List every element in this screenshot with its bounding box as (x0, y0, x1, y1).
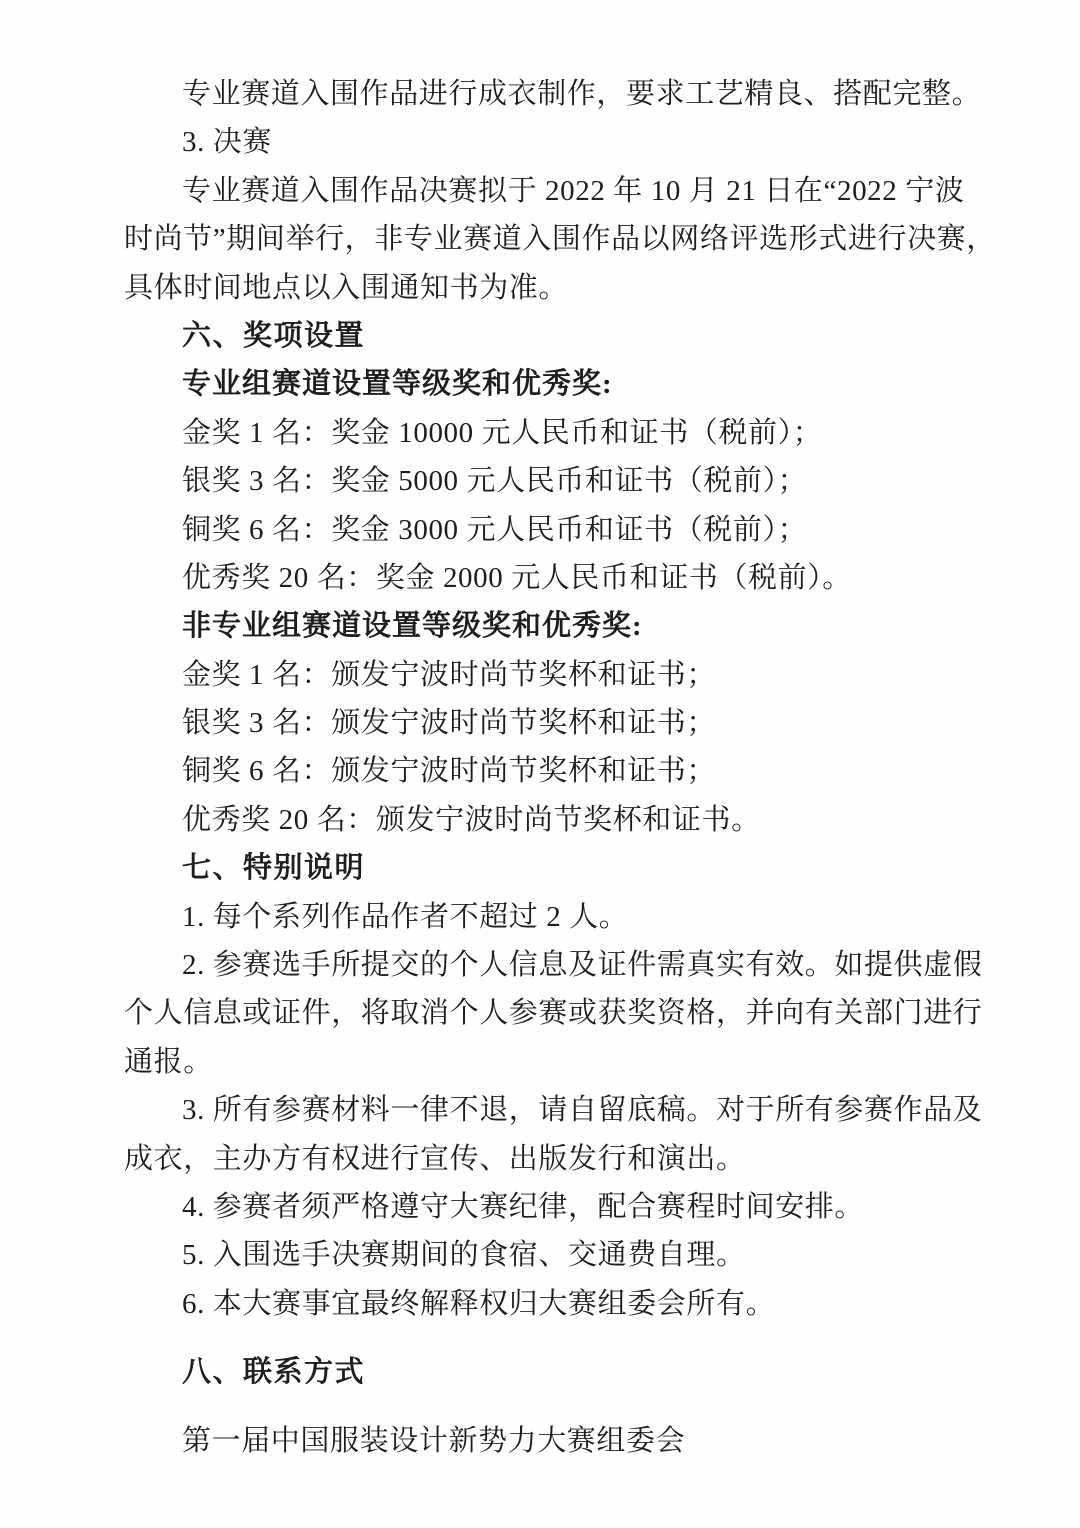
note-item-5: 5. 入围选手决赛期间的食宿、交通费自理。 (182, 1239, 746, 1272)
award-item-excellence-nonprofessional: 优秀奖 20 名：颁发宁波时尚节奖杯和证书。 (182, 803, 761, 836)
para-final-round-line-2: 时尚节”期间举行，非专业赛道入围作品以网络评选形式进行决赛， (124, 223, 996, 256)
award-item-gold-nonprofessional: 金奖 1 名：颁发宁波时尚节奖杯和证书； (182, 658, 717, 691)
award-item-silver-professional: 银奖 3 名：奖金 5000 元人民币和证书（税前）； (182, 465, 808, 498)
note-item-4: 4. 参赛者须严格遵守大赛纪律，配合赛程时间安排。 (182, 1190, 865, 1223)
para-garment-production: 专业赛道入围作品进行成衣制作，要求工艺精良、搭配完整。 (182, 78, 982, 110)
note-item-2-line-2: 个人信息或证件，将取消个人参赛或获奖资格，并向有关部门进行 (124, 997, 983, 1030)
note-item-2-line-1: 2. 参赛选手所提交的个人信息及证件需真实有效。如提供虚假 (182, 949, 983, 982)
para-final-round-line-1: 专业赛道入围作品决赛拟于 2022 年 10 月 21 日在“2022 宁波 (182, 174, 965, 207)
subheading-nonprofessional-awards: 非专业组赛道设置等级奖和优秀奖: (182, 610, 643, 643)
para-organizing-committee: 第一届中国服装设计新势力大赛组委会 (182, 1424, 686, 1457)
note-item-3-line-1: 3. 所有参赛材料一律不退，请自留底稿。对于所有参赛作品及 (182, 1094, 983, 1127)
para-final-round-line-3: 具体时间地点以入围通知书为准。 (124, 271, 569, 304)
note-item-3-line-2: 成衣，主办方有权进行宣传、出版发行和演出。 (124, 1142, 746, 1175)
section-heading-6-awards: 六、奖项设置 (182, 319, 366, 352)
document-content (124, 70, 996, 1465)
award-item-silver-nonprofessional: 银奖 3 名：颁发宁波时尚节奖杯和证书； (182, 707, 717, 740)
award-item-gold-professional: 金奖 1 名：奖金 10000 元人民币和证书（税前）； (182, 416, 823, 449)
subheading-professional-awards: 专业组赛道设置等级奖和优秀奖: (182, 368, 613, 401)
note-item-2-line-3: 通报。 (124, 1045, 213, 1078)
section-heading-7-special-notes: 七、特别说明 (182, 852, 366, 885)
award-item-bronze-professional: 铜奖 6 名：奖金 3000 元人民币和证书（税前）； (182, 513, 808, 546)
note-item-6: 6. 本大赛事宜最终解释权归大赛组委会所有。 (182, 1287, 776, 1320)
item-3-final-round: 3. 决赛 (182, 126, 273, 159)
section-heading-8-contact: 八、联系方式 (182, 1356, 366, 1389)
award-item-excellence-professional: 优秀奖 20 名：奖金 2000 元人民币和证书（税前）。 (182, 561, 852, 594)
award-item-bronze-nonprofessional: 铜奖 6 名：颁发宁波时尚节奖杯和证书； (182, 755, 717, 788)
note-item-1: 1. 每个系列作品作者不超过 2 人。 (182, 900, 629, 933)
